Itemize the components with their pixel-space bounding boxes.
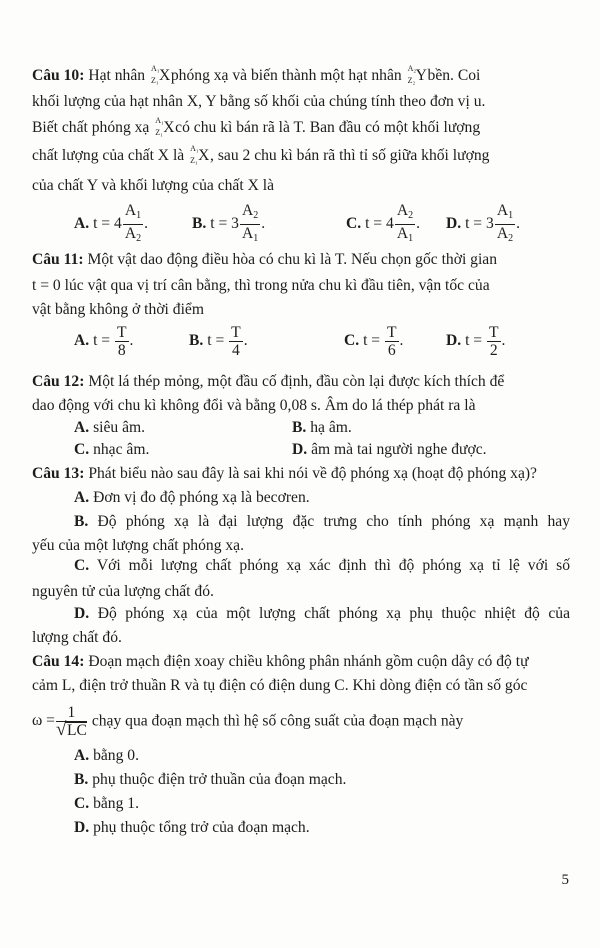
q12-line-2: dao động với chu kì không đổi và bằng 0,08 s. Âm do lá thép phát ra là: [32, 397, 476, 414]
page-number: 5: [561, 872, 569, 888]
q14-option-b: B. phụ thuộc điện trở thuần của đoạn mạch.: [74, 771, 347, 788]
q13-option-c-cont: nguyên tử của lượng chất đó.: [32, 583, 214, 600]
q12-option-a: A. siêu âm.: [74, 419, 146, 436]
q13-option-d: D. Độ phóng xạ của một lượng chất phóng xạ phụ thuộc nhiệt độ của: [74, 605, 570, 622]
q10-option-d: D. t = 3 $\frac{A_1}{A_2}$ .: [446, 202, 520, 244]
q10-option-c: C. t = 4 $\frac{A_2}{A_1}$ .: [346, 202, 420, 244]
q11-label: Câu 11:: [32, 251, 84, 268]
q11-option-b: B. t = $\frac{T}{4}$ .: [189, 324, 248, 359]
q14-line-2: cảm L, điện trở thuần R và tụ điện có điện dung C. Khi dòng điện có tần số góc: [32, 677, 528, 694]
nuclide-x: A₁ Z₁ X: [190, 144, 210, 165]
q10-option-b: B. t = 3 $\frac{A_2}{A_1}$ .: [192, 202, 266, 244]
q13-label: Câu 13:: [32, 465, 85, 482]
sqrt-symbol: √ LC: [55, 719, 87, 740]
q13-option-d-cont: lượng chất đó.: [32, 629, 122, 646]
q12-label: Câu 12:: [32, 373, 85, 390]
q10-label: Câu 10:: [32, 67, 85, 84]
q14-option-d: D. phụ thuộc tổng trở của đoạn mạch.: [74, 819, 310, 836]
q14-option-a: A. bằng 0.: [74, 747, 139, 764]
nuclide-x: A₁ Z₁ X: [150, 64, 171, 85]
q11-line-3: vật bằng không ở thời điểm: [32, 301, 204, 318]
q11-line-2: t = 0 lúc vật qua vị trí cân bằng, thì trong nửa chu kì đầu tiên, vận tốc của: [32, 277, 490, 294]
q10-line-4: chất lượng của chất X là A₁ Z₁ X , sau 2 chu kì bán rã thì tỉ số giữa khối lượng: [32, 144, 490, 165]
q11-line-1: Câu 11: Một vật dao động điều hòa có chu kì là T. Nếu chọn gốc thời gian: [32, 251, 498, 268]
q10-line-5: của chất Y và khối lượng của chất X là: [32, 177, 274, 194]
nuclide-x: A₁ Z₁ X: [155, 116, 175, 137]
q13-option-a: A. Đơn vị đo độ phóng xạ là becơren.: [74, 489, 310, 506]
q12-line-1: Câu 12: Một lá thép mỏng, một đầu cố định, đầu còn lại được kích thích để: [32, 373, 505, 390]
q10-line-3: Biết chất phóng xạ A₁ Z₁ X có chu kì bán rã là T. Ban đầu có một khối lượng: [32, 116, 481, 137]
q10-line-1: Câu 10: Hạt nhân A₁ Z₁ X phóng xạ và biến thành một hạt nhân A₂ Z₂ Y bền. Coi: [32, 64, 481, 85]
q12-option-b: B. hạ âm.: [292, 419, 352, 436]
q13-option-b-cont: yếu của một lượng chất phóng xạ.: [32, 537, 245, 554]
q13-option-c: C. Với mỗi lượng chất phóng xạ xác định thì độ phóng xạ tỉ lệ với số: [74, 557, 570, 574]
q14-line-3: ω = 1 √ LC chạy qua đoạn mạch thì hệ số công suất của đoạn mạch này: [32, 704, 464, 740]
q13-line-1: Câu 13: Phát biểu nào sau đây là sai khi nói về độ phóng xạ (hoạt độ phóng xạ)?: [32, 465, 537, 482]
q11-option-c: C. t = $\frac{T}{6}$ .: [344, 324, 404, 359]
q14-label: Câu 14:: [32, 653, 85, 670]
q12-option-c: C. nhạc âm.: [74, 441, 150, 458]
omega-formula: ω = 1 √ LC: [32, 704, 87, 740]
q14-line-1: Câu 14: Đoạn mạch điện xoay chiều không phân nhánh gồm cuộn dây có độ tự: [32, 653, 529, 670]
q12-option-d: D. âm mà tai người nghe được.: [292, 441, 487, 458]
q10-line-2: khối lượng của hạt nhân X, Y bằng số khối của chúng tính theo đơn vị u.: [32, 93, 486, 110]
q14-option-c: C. bằng 1.: [74, 795, 139, 812]
q13-option-b: B. Độ phóng xạ là đại lượng đặc trưng cho tính phóng xạ mạnh hay: [74, 513, 570, 530]
q11-option-a: A. t = $\frac{T}{8}$ .: [74, 324, 134, 359]
q10-option-a: A. t = 4 $\frac{A_1}{A_2}$ .: [74, 202, 148, 244]
nuclide-y: A₂ Z₂ Y: [407, 64, 427, 85]
q11-option-d: D. t = $\frac{T}{2}$ .: [446, 324, 506, 359]
